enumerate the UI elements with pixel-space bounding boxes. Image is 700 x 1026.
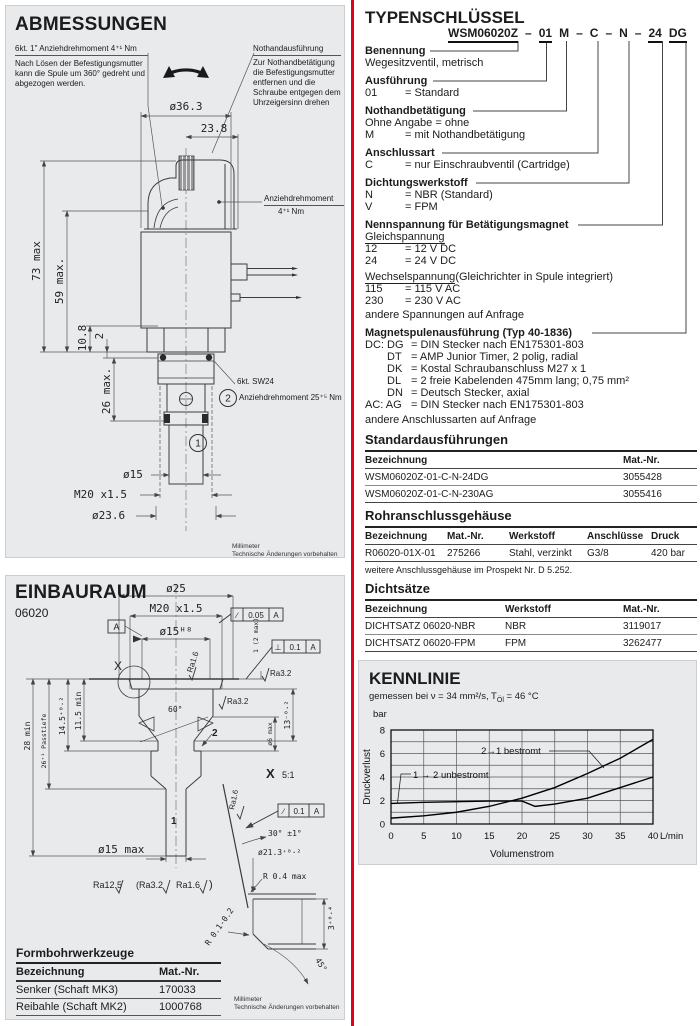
perp-ref: A [310, 643, 316, 652]
paren-close: ) [209, 879, 213, 891]
option-code: DC: DG [365, 339, 404, 351]
dim-m20: M20 x1.5 [149, 602, 203, 615]
dim-28: 28 min [23, 721, 32, 751]
cell: WSM06020Z-01-C-N-230AG [365, 489, 494, 500]
cell: FPM [505, 638, 527, 649]
svg-text:8: 8 [379, 725, 385, 737]
option-code: DT [387, 351, 402, 363]
svg-text:2: 2 [379, 796, 385, 807]
dim-r04: R 0.4 max [263, 872, 307, 881]
dim-26: 26⁺¹ Passtiefe [40, 713, 48, 769]
option-code: DK [387, 363, 403, 375]
cell: G3/8 [587, 548, 609, 559]
dim-3: 3⁺⁰·⁴ [327, 905, 336, 931]
ra16b-label: Ra1.6 [176, 880, 201, 890]
svg-text:0: 0 [379, 819, 385, 831]
dim-59: 59 max. [53, 257, 66, 305]
abmessungen-title: ABMESSUNGEN [15, 14, 168, 35]
cell: 3119017 [623, 621, 662, 632]
option-value: = 24 V DC [405, 255, 457, 267]
dim-d213: ø21.3⁺⁰·² [258, 848, 302, 857]
dim-45deg: 45° [313, 956, 329, 974]
ra32-label-1: Ra3.2 [270, 669, 292, 678]
svg-text:Volumenstrom: Volumenstrom [490, 849, 554, 860]
svg-text:2→1 bestromt: 2→1 bestromt [481, 746, 541, 757]
col-header: Druck [651, 531, 680, 542]
ra16-label: Ra1.6 [185, 650, 201, 674]
flatness2-ref: A [313, 807, 320, 816]
svg-text:L/min: L/min [660, 831, 684, 842]
option-value: = 230 V AC [405, 295, 461, 307]
emergency-note: Zur Nothandbetätigung die Befestigungsmutter entfernen und die Schraube entgegen dem Uhrzeigersinn drehen [253, 58, 341, 107]
sw24-label: 6kt. SW24 [237, 377, 274, 386]
option-code: DL [387, 375, 402, 387]
option-line: Ohne Angabe = ohne [365, 117, 470, 129]
svg-text:0: 0 [388, 831, 394, 842]
col-header: Mat.-Nr. [623, 604, 660, 615]
option-value: = AMP Junior Timer, 2 polig, radial [411, 351, 579, 363]
col-header: Werkstoff [509, 531, 555, 542]
table-row [365, 635, 697, 652]
code-dash: – [634, 26, 642, 40]
heading-dichtung: Dichtungswerkstoff [365, 177, 468, 189]
option-line [365, 295, 461, 307]
option-code: AC: AG [365, 399, 402, 411]
svg-text:4: 4 [379, 772, 385, 784]
option-line [365, 189, 493, 201]
svg-text:6: 6 [379, 749, 385, 760]
table-row [365, 545, 697, 562]
option-code: 12 [365, 243, 378, 255]
table-row [365, 469, 697, 486]
dim-60deg: 60° [168, 705, 183, 714]
sub-note: (Gleichrichter in Spule integriert) [455, 271, 614, 283]
table-row [365, 486, 697, 503]
code-dash: – [605, 26, 613, 40]
dim-238: 23.8 [200, 122, 228, 135]
table-title: Standardausführungen [365, 432, 697, 452]
cond-sub: Öl [496, 696, 504, 704]
value-ausfuehrung [365, 87, 459, 99]
standard-table [365, 432, 697, 503]
kennlinie-conditions [369, 691, 539, 704]
table-title: Formbohrwerkzeuge [16, 946, 221, 964]
cond-post: = 46 °C [503, 691, 539, 702]
footnote-notice: Technische Änderungen vorbehalten [234, 1004, 340, 1012]
leader-lines [148, 53, 262, 384]
kennlinie-title: KENNLINIE [369, 669, 461, 688]
option-code: 01 [365, 87, 378, 99]
option-value: = NBR (Standard) [405, 189, 493, 201]
option-line [365, 243, 456, 255]
option-value: = Standard [405, 87, 460, 99]
port2-label: 2 [212, 728, 218, 739]
svg-text:10: 10 [451, 831, 462, 842]
option-line [365, 339, 584, 351]
dim-d236: ø23.6 [92, 509, 126, 522]
svg-text:20: 20 [516, 831, 528, 842]
svg-text:bar: bar [373, 709, 387, 720]
svg-text:1 → 2 unbestromt: 1 → 2 unbestromt [413, 770, 489, 781]
option-code: M [365, 129, 375, 141]
cell: 420 bar [651, 548, 685, 559]
perp-icon: ⊥ [274, 643, 282, 652]
dicht-table [365, 581, 697, 652]
option-code: N [365, 189, 373, 201]
tool-name: Reibahle (Schaft MK2) [16, 1001, 127, 1013]
kennlinie-panel [358, 660, 697, 865]
spule-note: andere Anschlussarten auf Anfrage [365, 414, 537, 426]
option-code: DN [387, 387, 403, 399]
abmessungen-panel [5, 5, 345, 558]
option-value: = DIN Stecker nach EN175301-803 [411, 339, 584, 351]
col-header: Anschlüsse [587, 531, 644, 542]
formbohrwerkzeuge-table [16, 946, 221, 1016]
col-header: Bezeichnung [365, 531, 428, 542]
option-line [387, 363, 586, 375]
option-code: C [365, 159, 373, 171]
cell: 3055416 [623, 489, 662, 500]
rotation-arrow-icon [163, 66, 209, 78]
option-line [387, 351, 578, 363]
svg-text:40: 40 [647, 831, 659, 842]
option-line [387, 387, 529, 399]
option-value: = 115 V AC [405, 283, 461, 295]
cell: DICHTSATZ 06020-FPM [365, 638, 476, 649]
dim-145: 14.5⁺⁰·² [58, 696, 67, 736]
col-header: Werkstoff [505, 604, 551, 615]
table-header-row [365, 601, 697, 618]
dimension-lines [40, 112, 238, 520]
table-header-row [16, 964, 221, 982]
tool-matnr: 1000768 [159, 1001, 202, 1013]
col-header: Bezeichnung [365, 455, 428, 466]
ra16-detail: Ra1.6 [227, 788, 241, 811]
dim-108: 10.8 [76, 324, 89, 352]
port-markers [190, 390, 237, 452]
code-dash: – [576, 26, 583, 40]
tool-matnr: 170033 [159, 984, 196, 996]
option-value: = 12 V DC [405, 243, 457, 255]
dim-30deg: 30° ±1° [268, 829, 302, 838]
table-title: Rohranschlussgehäuse [365, 508, 697, 528]
option-line [365, 129, 525, 141]
torque1-label: Anziehdrehmoment [264, 194, 344, 206]
heading-ausfuehrung: Ausführung [365, 75, 428, 87]
dim-d15max: ø15 max [98, 843, 145, 856]
code-seal: N [619, 26, 628, 40]
heading-benennung: Benennung [365, 45, 426, 57]
dim-26: 26 max. [100, 367, 113, 415]
option-value: = Kostal Schraubanschluss M27 x 1 [411, 363, 587, 375]
option-line [365, 283, 460, 295]
option-code: 115 [365, 283, 383, 295]
dim-d25: ø25 [166, 582, 186, 595]
svg-text:30: 30 [582, 831, 593, 842]
dim-2: 2 [93, 332, 106, 340]
ra32-label-2: Ra3.2 [227, 697, 249, 706]
cell: R06020-01X-01 [365, 548, 436, 559]
dim-d15: ø15 [123, 468, 143, 481]
option-value: = nur Einschraubventil (Cartridge) [405, 159, 570, 171]
dimension-labels [30, 100, 227, 522]
cavity-outline [89, 666, 239, 856]
port1-label: 1 [171, 816, 177, 827]
heading-spule: Magnetspulenausführung (Typ 40-1836) [365, 327, 572, 339]
table-row [16, 982, 221, 999]
dim-13: 13⁻⁰·² [283, 700, 292, 730]
cell: Stahl, verzinkt [509, 548, 572, 559]
option-value: = 2 freie Kabelenden 475mm lang; 0,75 mm² [411, 375, 629, 387]
cell: 3055428 [623, 472, 662, 483]
code-version: 01 [539, 26, 552, 43]
svg-text:35: 35 [614, 831, 626, 842]
ra32b-label: (Ra3.2 [136, 880, 164, 890]
code-manual: M [559, 26, 570, 40]
col-header: Mat.-Nr. [623, 455, 660, 466]
footnote-unit: Millimeter [234, 996, 262, 1003]
tool-name: Senker (Schaft MK3) [16, 984, 119, 996]
option-value: = DIN Stecker nach EN175301-803 [411, 399, 584, 411]
option-value: = mit Nothandbetätigung [405, 129, 526, 141]
torque2-label: Anziehdrehmoment 25⁺⁵ Nm [239, 393, 342, 402]
option-code: 24 [365, 255, 378, 267]
code-voltage: 24 [648, 26, 661, 43]
einbauraum-code: 06020 [15, 606, 49, 620]
option-value: = FPM [405, 201, 438, 213]
dim-115: 11.5 min [74, 691, 83, 731]
col-bezeichnung: Bezeichnung [16, 966, 85, 978]
option-line [365, 159, 570, 171]
cell: 3262477 [623, 638, 662, 649]
footnote [232, 543, 338, 560]
code-connection: C [589, 26, 599, 40]
option-line [387, 375, 629, 387]
option-line [365, 255, 456, 267]
table-row [16, 999, 221, 1016]
perp-value: 0.1 [289, 643, 301, 652]
column-divider [351, 0, 354, 1026]
port-1-marker: 1 [195, 438, 201, 450]
code-model: WSM06020Z [448, 26, 518, 43]
flatness2-icon: ∕ [282, 807, 285, 816]
rohr-table [365, 508, 697, 575]
hex-torque-note: 6kt. 1" Anziehdrehmoment 4⁺¹ Nm [15, 44, 148, 56]
table-row [365, 618, 697, 635]
dim-d15h8: ø15ᴴ⁸ [159, 625, 193, 638]
flatness-ref: A [273, 611, 279, 620]
ra125-label: Ra12.5 [93, 880, 123, 890]
value-benennung: Wegesitzventil, metrisch [365, 57, 484, 69]
depth1-label: 1 (2 max) [252, 617, 260, 653]
flatness2-value: 0.1 [293, 807, 305, 816]
col-header: Mat.-Nr. [447, 531, 484, 542]
detail-x-title: X [266, 766, 275, 781]
heading-anschlussart: Anschlussart [365, 147, 435, 159]
x-marker: X [114, 659, 123, 673]
svg-text:25: 25 [549, 831, 561, 842]
heading-spannung: Nennspannung für Betätigungsmagnet [365, 219, 569, 231]
footnote-unit: Millimeter [232, 543, 260, 550]
cell: WSM06020Z-01-C-N-24DG [365, 472, 489, 483]
spannung-note: andere Spannungen auf Anfrage [365, 309, 525, 321]
sub-label: Wechselspannung [365, 271, 456, 283]
typenschluessel-title: TYPENSCHLÜSSEL [365, 8, 525, 27]
dim-m20: M20 x1.5 [74, 488, 127, 501]
footnote-notice: Technische Änderungen vorbehalten [232, 551, 338, 559]
option-line [365, 201, 438, 213]
option-line [365, 399, 584, 411]
coil-release-note: Nach Lösen der Befestigungsmutter kann die Spule um 360° gedreht und abgezogen werden. [15, 59, 145, 88]
col-header: Bezeichnung [365, 604, 428, 615]
port-2-marker: 2 [225, 393, 231, 405]
table-title: Dichtsätze [365, 581, 697, 601]
datum-a: A [113, 622, 120, 632]
svg-text:15: 15 [483, 831, 495, 842]
heading-nothand: Nothandbetätigung [365, 105, 466, 117]
table-note: weitere Anschlussgehäuse im Prospekt Nr. D 5.252. [365, 565, 573, 575]
pressure-loss-chart [361, 703, 698, 863]
cell: 275266 [447, 548, 481, 559]
svg-text:5: 5 [421, 831, 427, 842]
option-code: V [365, 201, 373, 213]
flatness-value: 0.05 [248, 611, 264, 620]
einbauraum-title: EINBAURAUM [15, 582, 147, 603]
dim-d363: ø36.3 [169, 100, 203, 113]
cond-pre: gemessen bei ν = 34 mm²/s, T [369, 691, 497, 702]
svg-text:Druckverlust: Druckverlust [362, 749, 373, 805]
code-coil: DG [669, 26, 687, 43]
option-value: = Deutsch Stecker, axial [411, 387, 530, 399]
cavity-labels [23, 582, 336, 973]
dim-73: 73 max [30, 241, 43, 281]
einbauraum-panel [5, 575, 345, 1020]
table-header-row [365, 452, 697, 469]
col-matnr: Mat.-Nr. [159, 966, 200, 978]
sub-gleichspannung: Gleichspannung [365, 231, 445, 243]
option-code: 230 [365, 295, 384, 307]
type-code [448, 26, 694, 43]
code-dash: – [525, 26, 532, 40]
torque1-value: 4⁺¹ Nm [278, 207, 304, 216]
cell: DICHTSATZ 06020-NBR [365, 621, 476, 632]
cell: NBR [505, 621, 527, 632]
table-header-row [365, 528, 697, 545]
footnote [234, 996, 340, 1013]
detail-x-scale: 5:1 [282, 770, 295, 780]
flatness-icon: ∕ [236, 611, 238, 620]
emergency-title: Nothandausführung [253, 44, 341, 56]
dim-r0102: R 0.1-0.2 [203, 906, 236, 948]
dim-d6: ø6 max [266, 722, 274, 746]
